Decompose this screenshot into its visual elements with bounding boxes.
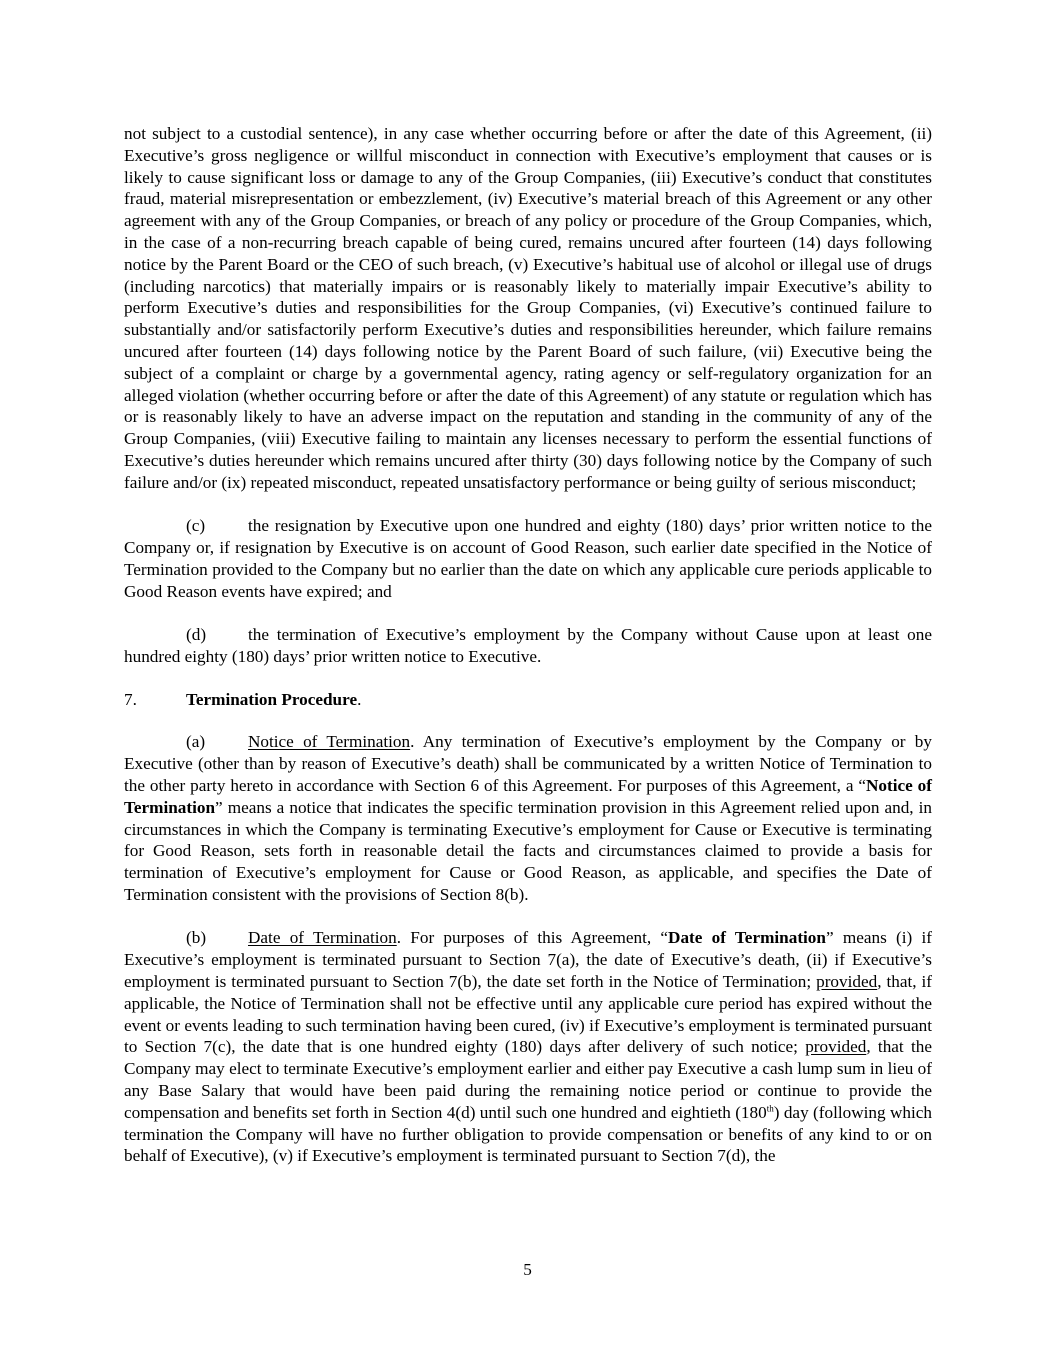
section-7-number: 7. xyxy=(124,690,137,710)
section-7b-text2: ” means (i) if Executive’s employment is terminated pursuant to Section 7(a), the date of Executive’s death, (ii) if Executive’s employment is terminated pursuant to Section 7(b), the date set forth in the Notice of Termination; xyxy=(124,928,932,991)
section-7a xyxy=(124,731,932,905)
page-number: 5 xyxy=(523,1260,532,1279)
section-7b-heading: Date of Termination xyxy=(248,928,397,948)
section-7b-provided-1: provided xyxy=(816,971,878,991)
clause-c xyxy=(124,515,932,602)
section-7a-text1: . Any termination of Executive’s employment by the Company or by Executive (other than by reason of Executive’s death) shall be communicated by a written Notice of Termination to the other party hereto in accordance with Section 6 of this Agreement. For purposes of this Agreement, a “ xyxy=(124,732,932,795)
section-7a-text2: ” means a notice that indicates the specific termination provision in this Agreement relied upon and, in circumstances in which the Company is terminating Executive’s employment for Cause or Executive is terminating for Good Reason, sets forth in reasonable detail the facts and circumstances claimed to provide a basis for termination of Executive’s employment for Cause or Good Reason, as applicable, and specifies the Date of Termination consistent with the provisions of Section 8(b). xyxy=(124,797,932,904)
section-7b-superscript: th xyxy=(766,1103,774,1114)
section-7b-text1: . For purposes of this Agreement, “ xyxy=(396,928,669,948)
section-7b-text3: , that, if applicable, the Notice of Termination shall not be effective until any applicable cure period has expired without the event or events leading to such termination having been cured, (iv) if Executive’s employment is terminated pursuant to Section 7(c), the date that is one hundred eighty (180) days after delivery of such notice; xyxy=(124,971,933,1057)
section-7b-text4: , that the Company may elect to terminate Executive’s employment earlier and either pay Executive a cash lump sum in lieu of any Base Salary that would have been paid during the remaining notice period or continue to provide the compensation and benefits set forth in Section 4(d) until such one hundred and eightieth (180 xyxy=(124,1037,932,1122)
section-7-title: Termination Procedure xyxy=(186,690,358,710)
section-7a-label: (a) xyxy=(186,732,206,752)
section-7a-heading: Notice of Termination xyxy=(248,732,411,752)
section-7-title-period: . xyxy=(357,690,362,710)
section-7b xyxy=(124,927,932,1167)
clause-d xyxy=(124,624,932,668)
paragraph-cause-continuation: not subject to a custodial sentence), in any case whether occurring before or after the date of this Agreement, (ii) Executive’s gross negligence or willful misconduct in connection with Executive’s employment that causes or is likely to cause significant loss or damage to any of the Group Companies, (iii) Executive’s conduct that constitutes fraud, material misrepresentation or embezzlement, (iv) Executive’s material breach of this Agreement or any other agreement with any of the Group Companies, or breach of any policy or procedure of the Group Companies, which, in the case of a non-recurring breach capable of being cured, remains uncured after fourteen (14) days following notice by the Parent Board or the CEO of such breach, (v) Executive’s habitual use of alcohol or illegal use of drugs (including narcotics) that materially impairs or is reasonably likely to materially impair Executive’s ability to perform Executive’s duties and responsibilities for the Group Companies, (vi) Executive’s continued failure to substantially and/or satisfactorily perform Executive’s duties and responsibilities hereunder, which failure remains uncured after fourteen (14) days following notice by the Parent Board of such failure, (vii) Executive being the subject of a complaint or charge by a governmental agency, rating agency or self-regulatory organization for an alleged violation (whether occurring before or after the date of this Agreement) of any statute or regulation which has or is reasonably likely to have an adverse impact on the reputation and standing in the community of any of the Group Companies, (viii) Executive failing to maintain any licenses necessary to perform the essential functions of Executive’s duties hereunder which remains uncured after thirty (30) days following notice by the Company of such failure and/or (ix) repeated misconduct, repeated unsatisfactory performance or being guilty of serious misconduct; xyxy=(124,124,932,492)
section-7b-provided-2: provided xyxy=(805,1037,867,1057)
section-7b-label: (b) xyxy=(186,928,207,948)
section-7-heading xyxy=(124,689,932,711)
clause-d-label: (d) xyxy=(186,624,207,644)
document-page xyxy=(124,123,932,1189)
clause-d-text: the termination of Executive’s employment by the Company without Cause upon at least one hundred eighty (180) days’ prior written notice to Executive. xyxy=(124,624,932,666)
clause-c-label: (c) xyxy=(186,516,206,536)
section-7b-defined-term: Date of Termination xyxy=(668,928,826,948)
section-7b-text5: ) day (following which termination the Company will have no further obligation to provide compensation or benefits of any kind to or on behalf of Executive), (v) if Executive’s employment is terminated pursuant to Section 7(d), the xyxy=(124,1102,932,1166)
section-7a-defined-term: Notice of Termination xyxy=(124,776,932,817)
clause-c-text: the resignation by Executive upon one hundred and eighty (180) days’ prior written notice to the Company or, if resignation by Executive is on account of Good Reason, such earlier date specified in the Notice of Termination provided to the Company but no earlier than the date on which any applicable cure periods applicable to Good Reason events have expired; and xyxy=(124,516,932,601)
